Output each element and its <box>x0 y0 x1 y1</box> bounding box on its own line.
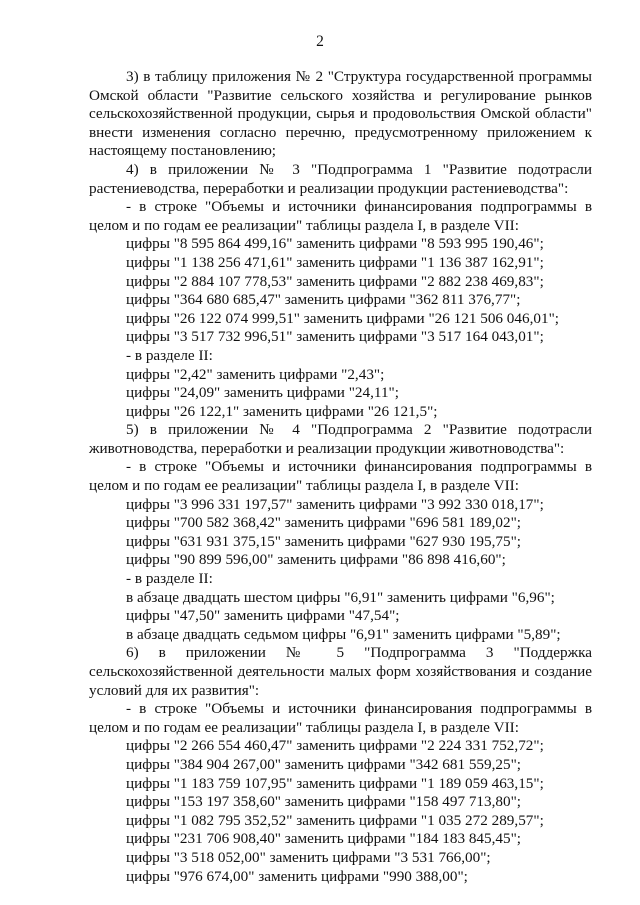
replacement-line: цифры "976 674,00" заменить цифрами "990 388,00"; <box>126 867 468 885</box>
replacement-line: цифры "1 082 795 352,52" заменить цифрами "1 035 272 289,57"; <box>126 811 544 829</box>
replacement-line: цифры "3 517 732 996,51" заменить цифрами "3 517 164 043,01"; <box>126 328 544 346</box>
replacement-line: цифры "3 996 331 197,57" заменить цифрами "3 992 330 018,17"; <box>126 495 544 513</box>
section-line: - в разделе II: <box>126 570 213 588</box>
replacement-line: цифры "2,42" заменить цифрами "2,43"; <box>126 365 385 383</box>
replacement-line: цифры "364 680 685,47" заменить цифрами "362 811 376,77"; <box>126 291 521 309</box>
replacement-line: в абзаце двадцать седьмом цифры "6,91" заменить цифрами "5,89"; <box>126 625 561 643</box>
paragraph-item-5: 5) в приложении № 4 "Подпрограмма 2 "Развитие подотрасли животноводства, переработки и реализации продукции животноводства": <box>89 421 592 457</box>
replacement-line: цифры "1 183 759 107,95" заменить цифрами "1 189 059 463,15"; <box>126 774 544 792</box>
section-line: - в разделе II: <box>126 346 213 364</box>
replacement-line: цифры "24,09" заменить цифрами "24,11"; <box>126 384 399 402</box>
paragraph-item-3: 3) в таблицу приложения № 2 "Структура государственной программы Омской области "Развитие сельского хозяйства и регулирование рынков сельскохозяйственной продукции, сырья и продовольствия Омской области" внести изменения согласно перечню, предусмотренному приложением к настоящему постановлению; <box>89 68 592 160</box>
paragraph-item-4: 4) в приложении № 3 "Подпрограмма 1 "Развитие подотрасли растениеводства, переработки и реализации продукции растениеводства": <box>89 160 592 197</box>
replacement-line: цифры "631 931 375,15" заменить цифрами "627 930 195,75"; <box>126 532 522 550</box>
paragraph-item-6: 6) в приложении № 5 "Подпрограмма 3 "Поддержка сельскохозяйственной деятельности малых форм хозяйствования и создание условий для их развития": <box>89 644 592 699</box>
replacement-line: цифры "2 266 554 460,47" заменить цифрами "2 224 331 752,72"; <box>126 737 544 755</box>
paragraph-subitem: - в строке "Объемы и источники финансирования подпрограммы в целом и по годам ее реализации" таблицы раздела I, в разделе VII: <box>89 198 592 234</box>
paragraph-subitem: - в строке "Объемы и источники финансирования подпрограммы в целом и по годам ее реализации" таблицы раздела I, в разделе VII: <box>89 700 592 736</box>
page-number: 2 <box>316 33 324 50</box>
replacement-line: цифры "8 595 864 499,16" заменить цифрами "8 593 995 190,46"; <box>126 235 544 253</box>
paragraph-subitem: - в строке "Объемы и источники финансирования подпрограммы в целом и по годам ее реализации" таблицы раздела I, в разделе VII: <box>89 458 592 495</box>
replacement-line: цифры "26 122,1" заменить цифрами "26 121,5"; <box>126 402 438 420</box>
replacement-line: цифры "47,50" заменить цифрами "47,54"; <box>126 607 400 625</box>
replacement-line: цифры "2 884 107 778,53" заменить цифрами "2 882 238 469,83"; <box>126 272 544 290</box>
replacement-line: цифры "3 518 052,00" заменить цифрами "3 531 766,00"; <box>126 848 491 866</box>
replacement-line: цифры "26 122 074 999,51" заменить цифрами "26 121 506 046,01"; <box>126 309 559 327</box>
replacement-line: цифры "231 706 908,40" заменить цифрами "184 183 845,45"; <box>126 830 522 848</box>
replacement-line: в абзаце двадцать шестом цифры "6,91" заменить цифрами "6,96"; <box>126 588 555 606</box>
document-body <box>89 68 592 886</box>
replacement-line: цифры "153 197 358,60" заменить цифрами "158 497 713,80"; <box>126 793 522 811</box>
replacement-line: цифры "90 899 596,00" заменить цифрами "86 898 416,60"; <box>126 551 506 569</box>
replacement-line: цифры "1 138 256 471,61" заменить цифрами "1 136 387 162,91"; <box>126 253 544 271</box>
replacement-line: цифры "384 904 267,00" заменить цифрами "342 681 559,25"; <box>126 755 522 773</box>
replacement-line: цифры "700 582 368,42" заменить цифрами "696 581 189,02"; <box>126 514 522 532</box>
